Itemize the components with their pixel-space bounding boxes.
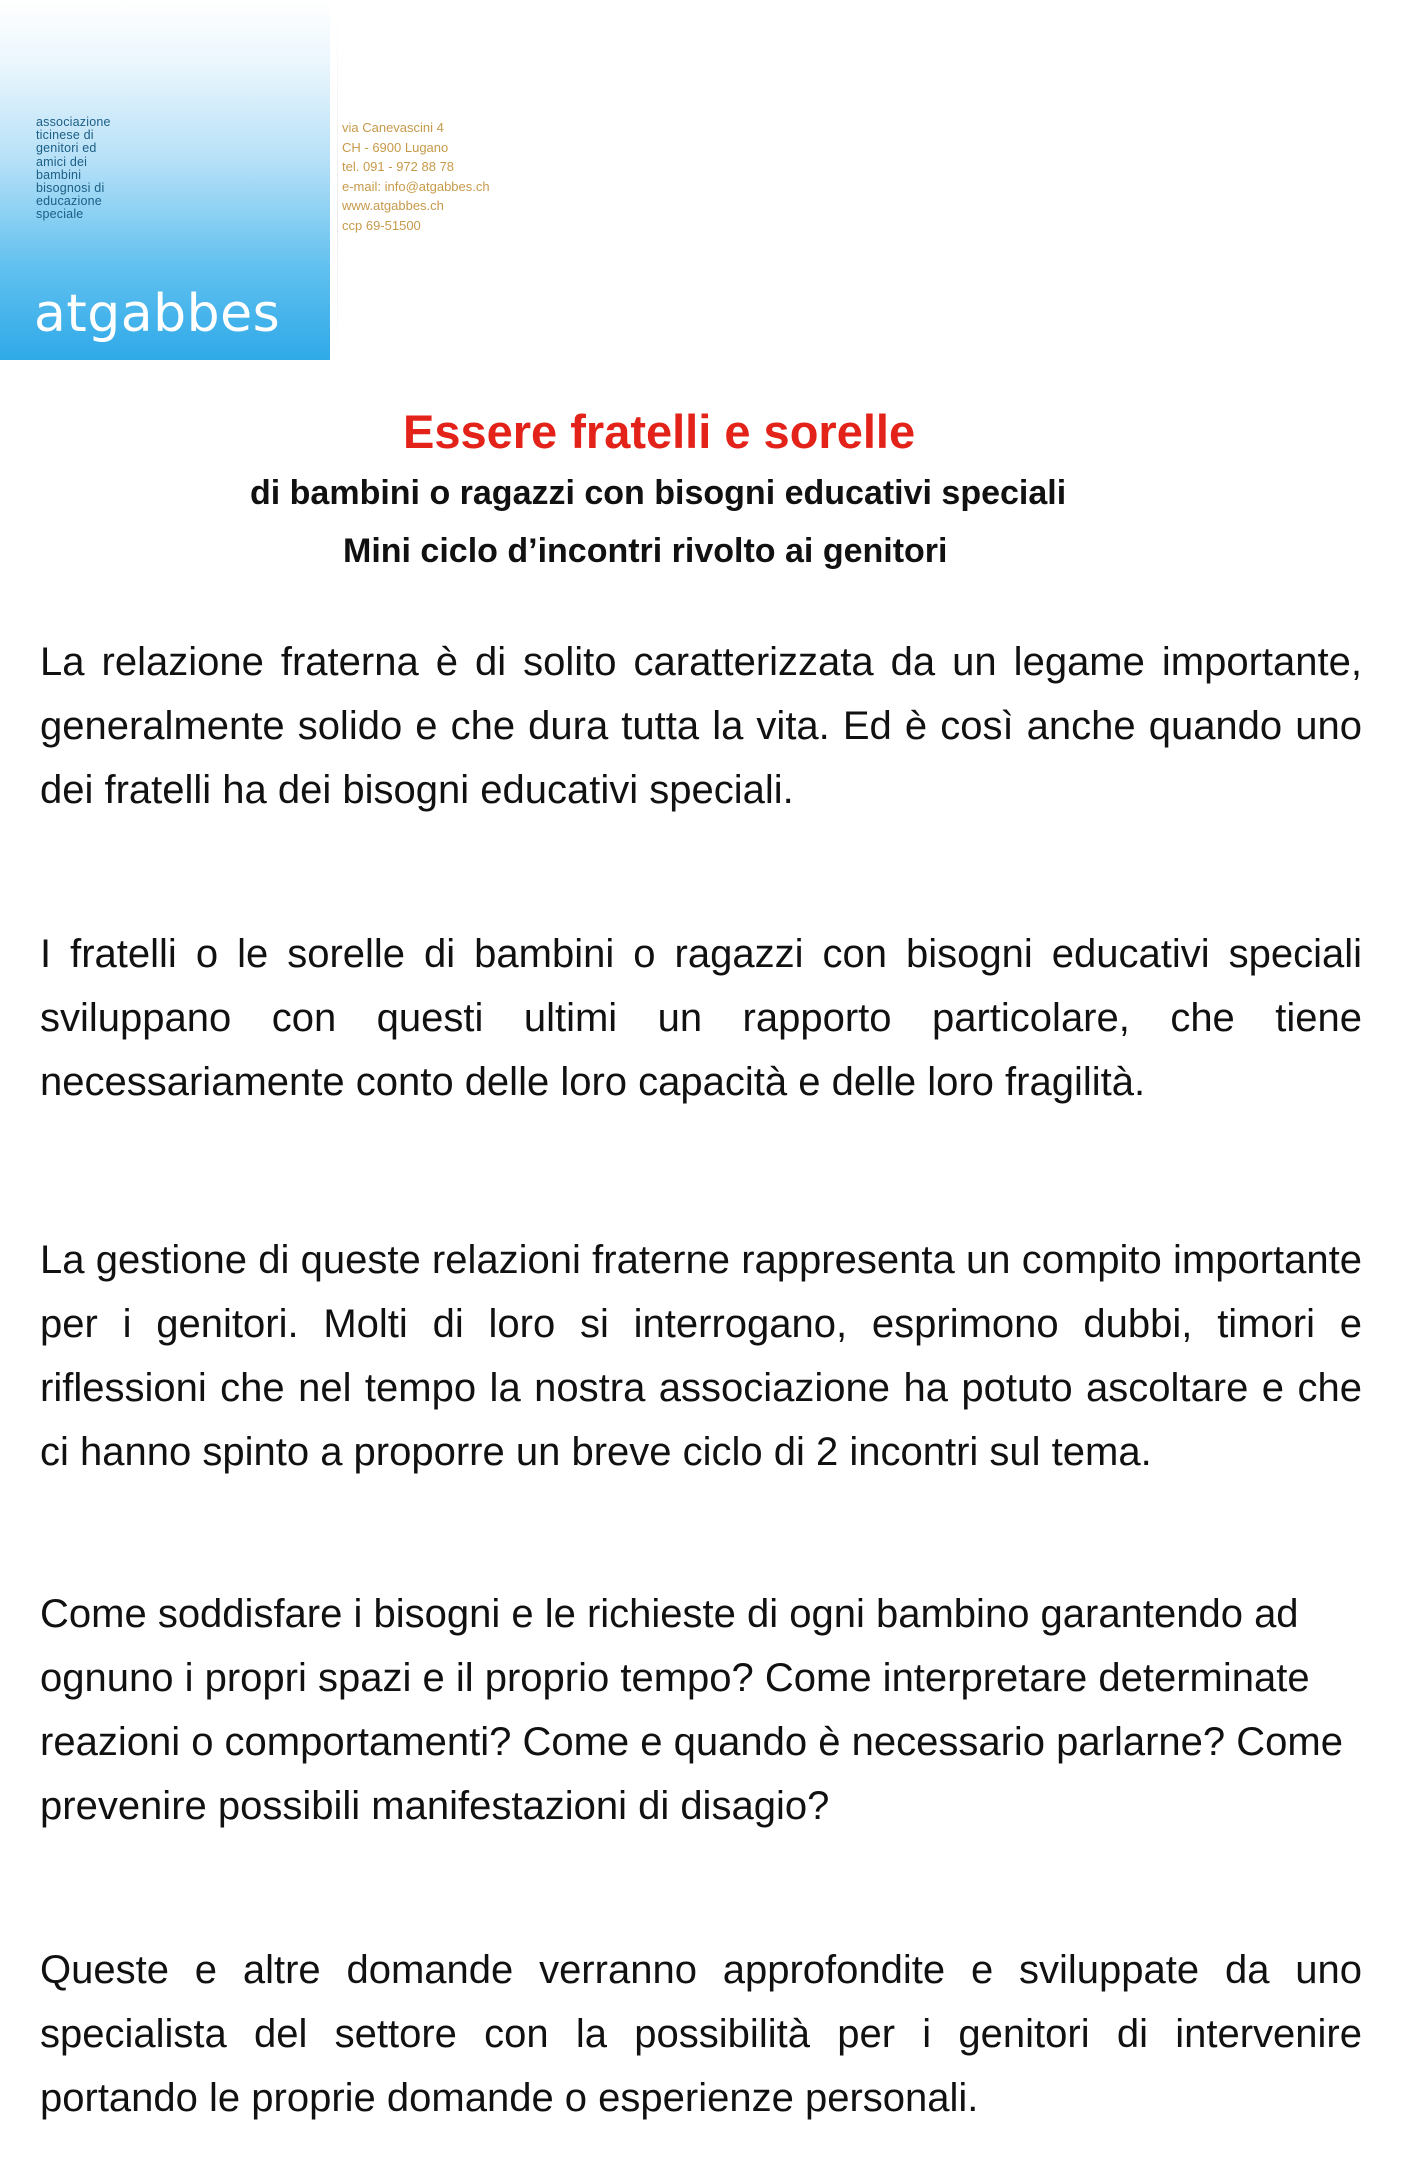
logo-line: bisognosi di: [36, 181, 105, 196]
logo-line: genitori ed: [36, 141, 97, 156]
contact-web: www.atgabbes.ch: [342, 198, 444, 213]
body-paragraph: I fratelli o le sorelle di bambini o ragazzi con bisogni educativi speciali sviluppano con questi ultimi un rapporto particolare, che tiene necessariamente conto delle loro capacità e delle loro fragilità.: [40, 932, 1362, 1104]
contact-ccp: ccp 69-51500: [342, 217, 421, 233]
logo-description: [36, 116, 216, 222]
logo-line: amici dei: [36, 154, 88, 169]
contact-email: e-mail: info@atgabbes.ch: [342, 178, 490, 194]
page-subtitle: di bambini o ragazzi con bisogni educativi speciali: [250, 474, 1067, 512]
contact-block: [342, 118, 490, 235]
contact-city: CH - 6900 Lugano: [342, 139, 449, 155]
contact-address: via Canevascini 4: [342, 120, 444, 135]
body-paragraph: La gestione di queste relazioni fraterne rappresenta un compito importante per i genitori. Molti di loro si interrogano, esprimono dubbi, timori e riflessioni che nel tempo la nostra associazione ha potuto ascoltare e che ci hanno spinto a proporre un breve ciclo di 2 incontri sul tema.: [40, 1238, 1362, 1474]
logo-line: associazione: [36, 115, 111, 129]
page-title: Essere fratelli e sorelle: [403, 405, 916, 458]
logo-line: ticinese di: [36, 128, 94, 143]
logo-line: bambini: [36, 167, 82, 182]
body-paragraph: Queste e altre domande verranno approfondite e sviluppate da uno specialista del settore con la possibilità per i genitori di intervenire portando le proprie domande o esperienze personali.: [40, 1948, 1362, 2120]
atgabbes-logo: [0, 0, 330, 360]
logo-line: speciale: [36, 207, 84, 222]
page-subtitle-secondary: Mini ciclo d’incontri rivolto ai genitori: [343, 532, 948, 570]
body-paragraph: La relazione fraterna è di solito caratterizzata da un legame importante, generalmente solido e che dura tutta la vita. Ed è così anche quando uno dei fratelli ha dei bisogni educativi speciali.: [40, 640, 1362, 812]
body-paragraph: Come soddisfare i bisogni e le richieste di ogni bambino garantendo ad ognuno i propri spazi e il proprio tempo? Come interpretare determinate reazioni o comportamenti? Come e quando è necessario parlarne? Come prevenire possibili manifestazioni di disagio?: [40, 1592, 1343, 1828]
header-divider: [337, 0, 338, 360]
logo-line: educazione: [36, 194, 102, 209]
logo-wordmark: atgabbes: [34, 284, 281, 344]
contact-phone: tel. 091 - 972 88 78: [342, 159, 455, 174]
